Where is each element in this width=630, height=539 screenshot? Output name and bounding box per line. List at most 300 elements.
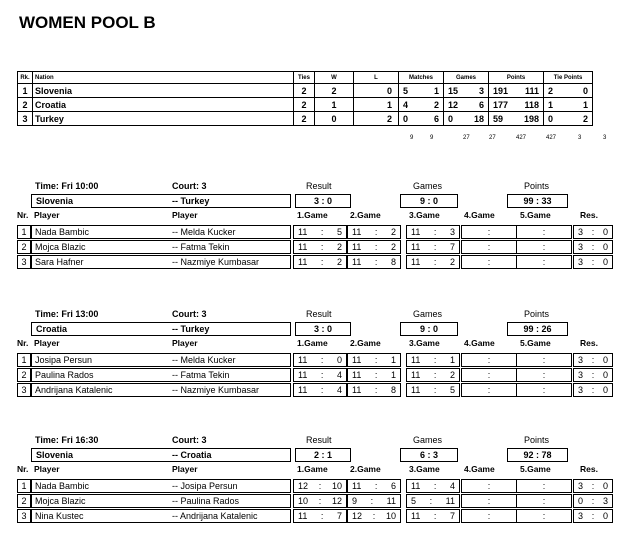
matches-cell: [399, 84, 444, 98]
games-score: 6 : 3: [400, 448, 458, 462]
standings-table: [17, 71, 593, 126]
game-score-away: 1: [449, 355, 455, 365]
game-4-score: :: [461, 368, 517, 382]
match-result: [573, 383, 613, 397]
game-score-away: 7: [449, 511, 455, 521]
column-header-player: Player: [34, 338, 60, 348]
player-pair: [31, 240, 291, 254]
match-court: Court: 3: [172, 435, 207, 445]
matches-cell: [399, 98, 444, 112]
result-sep: :: [591, 257, 595, 267]
result-home: 3: [578, 242, 584, 252]
game-score-sep: :: [433, 511, 437, 521]
game-score-home: 11: [352, 227, 362, 237]
game-score-home: 11: [352, 370, 362, 380]
result-sep: :: [591, 385, 595, 395]
games-cell-for: 15: [448, 85, 459, 96]
games-cell-for: 12: [448, 99, 459, 110]
game-score-home: 11: [411, 355, 421, 365]
tie-points-cell-against: 0: [582, 85, 588, 96]
game-score-sep: :: [433, 355, 437, 365]
header-matches: Matches: [399, 72, 444, 84]
game-score-home: 5: [411, 496, 417, 506]
row-number: 2: [17, 494, 31, 508]
column-header-res: Res.: [580, 210, 598, 220]
game-score: [347, 368, 401, 382]
player1-name: Paulina Rados: [35, 370, 94, 380]
result-away: 0: [602, 370, 608, 380]
game-score: [347, 479, 401, 493]
game-score: [406, 509, 460, 523]
game-score: [293, 494, 347, 508]
game-score-away: 2: [449, 257, 455, 267]
game-5-score: :: [516, 368, 572, 382]
table-row: [17, 368, 612, 380]
column-header-g4: 4.Game: [464, 464, 495, 474]
game-score-home: 11: [411, 370, 421, 380]
game-4-score: :: [461, 479, 517, 493]
match-time: Time: Fri 13:00: [35, 309, 99, 319]
match-result: [573, 225, 613, 239]
game-score-sep: :: [370, 496, 374, 506]
result-home: 3: [578, 511, 584, 521]
points-cell: [489, 84, 544, 98]
game-score: [347, 353, 401, 367]
total-value: 27: [463, 135, 470, 141]
game-score-sep: :: [318, 496, 322, 506]
game-score-sep: :: [374, 481, 378, 491]
game-score-sep: :: [320, 257, 324, 267]
game-score: [293, 225, 347, 239]
team2-name: -- Croatia: [172, 450, 212, 460]
game-score-sep: :: [320, 242, 324, 252]
column-header-res: Res.: [580, 338, 598, 348]
player1-name: Josipa Persun: [35, 355, 93, 365]
game-5-score: :: [516, 383, 572, 397]
player2-name: -- Andrijana Katalenic: [172, 511, 258, 521]
player-pair: [31, 383, 291, 397]
game-score: [293, 479, 347, 493]
game-score-away: 1: [390, 355, 396, 365]
games-score: 9 : 0: [400, 194, 458, 208]
games-label: Games: [413, 309, 443, 319]
match-time: Time: Fri 16:30: [35, 435, 99, 445]
result-score: 2 : 1: [295, 448, 351, 462]
game-score-away: 3: [449, 227, 455, 237]
games-label: Games: [413, 435, 443, 445]
game-score-home: 11: [298, 355, 308, 365]
result-sep: :: [591, 481, 595, 491]
game-score: [293, 509, 347, 523]
rank-cell: 1: [18, 84, 33, 98]
game-score-sep: :: [433, 370, 437, 380]
game-score-away: 7: [449, 242, 455, 252]
game-score: [406, 240, 460, 254]
game-score-home: 11: [352, 385, 362, 395]
games-cell-against: 18: [473, 113, 484, 124]
game-score-away: 5: [449, 385, 455, 395]
game-score-home: 11: [411, 511, 421, 521]
column-header-g1: 1.Game: [297, 210, 328, 220]
game-score: [406, 479, 460, 493]
result-home: 3: [578, 370, 584, 380]
game-score: [347, 494, 401, 508]
player-pair: [31, 368, 291, 382]
game-score-away: 11: [445, 496, 455, 506]
player2-name: -- Fatma Tekin: [172, 370, 230, 380]
matches-cell-for: 4: [403, 99, 409, 110]
table-row: [17, 240, 612, 252]
header-wins: W: [315, 72, 354, 84]
row-number: 3: [17, 383, 31, 397]
game-score-away: 4: [336, 370, 342, 380]
table-row: [17, 255, 612, 267]
game-score-home: 11: [352, 355, 362, 365]
game-5-score: :: [516, 494, 572, 508]
points-cell: [489, 112, 544, 126]
column-header-g2: 2.Game: [350, 464, 381, 474]
column-header-g2: 2.Game: [350, 210, 381, 220]
match-court: Court: 3: [172, 309, 207, 319]
result-home: 3: [578, 481, 584, 491]
row-number: 1: [17, 353, 31, 367]
player1-name: Mojca Blazic: [35, 242, 86, 252]
ties-cell: 2: [294, 98, 315, 112]
matches-cell-against: 6: [433, 113, 439, 124]
column-header-g4: 4.Game: [464, 210, 495, 220]
points-cell: [489, 98, 544, 112]
game-score-home: 11: [352, 257, 362, 267]
game-score: [347, 255, 401, 269]
header-ties: Ties: [294, 72, 315, 84]
table-row: [17, 383, 612, 395]
column-header-g3: 3.Game: [409, 338, 440, 348]
standings-row: [18, 84, 593, 98]
game-score-sep: :: [433, 481, 437, 491]
game-score-sep: :: [429, 496, 433, 506]
ties-cell: 2: [294, 112, 315, 126]
tie-points-cell-for: 0: [548, 113, 554, 124]
column-header-res: Res.: [580, 464, 598, 474]
points-label: Points: [524, 309, 550, 319]
team-line: [31, 448, 291, 462]
game-score-sep: :: [433, 242, 437, 252]
losses-cell: 1: [354, 98, 399, 112]
game-score-home: 11: [411, 242, 421, 252]
games-label: Games: [413, 181, 443, 191]
match-result: [573, 368, 613, 382]
game-score-sep: :: [320, 227, 324, 237]
game-score-sep: :: [318, 481, 322, 491]
total-value: 427: [516, 135, 527, 141]
match-court: Court: 3: [172, 181, 207, 191]
games-cell-for: 0: [448, 113, 454, 124]
game-5-score: :: [516, 225, 572, 239]
game-5-score: :: [516, 353, 572, 367]
wins-cell: 0: [315, 112, 354, 126]
points-cell-against: 118: [524, 99, 539, 110]
game-score-away: 1: [390, 370, 396, 380]
team-line: [31, 194, 291, 208]
game-score-sep: :: [374, 385, 378, 395]
games-cell: [444, 84, 489, 98]
column-header-g2: 2.Game: [350, 338, 381, 348]
game-5-score: :: [516, 255, 572, 269]
table-row: [17, 494, 612, 506]
points-cell-against: 198: [523, 113, 539, 124]
game-score-away: 2: [449, 370, 455, 380]
player-pair: [31, 225, 291, 239]
match-result: [573, 494, 613, 508]
game-score-home: 11: [411, 257, 421, 267]
game-score-sep: :: [433, 257, 437, 267]
column-header-g5: 5.Game: [520, 464, 551, 474]
game-score-away: 11: [386, 496, 396, 506]
game-score-away: 7: [336, 511, 342, 521]
ties-cell: 2: [294, 84, 315, 98]
team2-name: -- Turkey: [172, 324, 210, 334]
game-score-away: 4: [336, 385, 342, 395]
tie-points-cell: [544, 112, 593, 126]
game-score: [406, 255, 460, 269]
result-away: 0: [602, 227, 608, 237]
result-away: 0: [602, 511, 608, 521]
game-score: [293, 240, 347, 254]
table-row: [17, 479, 612, 491]
game-score-home: 11: [298, 370, 308, 380]
tie-points-cell-against: 1: [582, 99, 588, 110]
row-number: 1: [17, 479, 31, 493]
game-score: [347, 240, 401, 254]
result-away: 0: [602, 481, 608, 491]
wins-cell: 1: [315, 98, 354, 112]
result-sep: :: [591, 511, 595, 521]
header-losses: L: [354, 72, 399, 84]
result-sep: :: [591, 227, 595, 237]
matches-cell: [399, 112, 444, 126]
points-label: Points: [524, 435, 550, 445]
player2-name: -- Melda Kucker: [172, 227, 236, 237]
row-number: 1: [17, 225, 31, 239]
column-header-nr: Nr.: [17, 338, 29, 348]
game-4-score: :: [461, 240, 517, 254]
column-header-player: Player: [34, 464, 60, 474]
game-score: [406, 383, 460, 397]
result-sep: :: [591, 242, 595, 252]
game-score-home: 11: [411, 385, 421, 395]
player-pair: [31, 479, 291, 493]
game-score-home: 9: [352, 496, 358, 506]
result-home: 0: [578, 496, 584, 506]
team1-name: Slovenia: [36, 196, 74, 206]
result-away: 3: [602, 496, 608, 506]
tie-points-cell: [544, 84, 593, 98]
tie-points-cell: [544, 98, 593, 112]
wins-cell: 2: [315, 84, 354, 98]
column-header-nr: Nr.: [17, 210, 29, 220]
game-4-score: :: [461, 494, 517, 508]
row-number: 2: [17, 240, 31, 254]
points-cell-for: 191: [493, 85, 509, 96]
game-5-score: :: [516, 240, 572, 254]
game-score-away: 10: [331, 481, 342, 491]
game-score-away: 10: [385, 511, 396, 521]
page-title: WOMEN POOL B: [19, 13, 156, 32]
rank-cell: 2: [18, 98, 33, 112]
game-score-away: 8: [390, 385, 396, 395]
row-number: 3: [17, 255, 31, 269]
row-number: 3: [17, 509, 31, 523]
game-score-home: 11: [298, 257, 308, 267]
matches-cell-against: 2: [433, 99, 439, 110]
column-header-g5: 5.Game: [520, 338, 551, 348]
total-value: 9: [430, 135, 434, 141]
player2-name: -- Paulina Rados: [172, 496, 240, 506]
column-header-g3: 3.Game: [409, 464, 440, 474]
result-label: Result: [306, 309, 332, 319]
result-sep: :: [591, 370, 595, 380]
game-score-home: 11: [352, 242, 362, 252]
game-5-score: :: [516, 479, 572, 493]
game-score-away: 0: [336, 355, 342, 365]
game-score-sep: :: [374, 370, 378, 380]
total-value: 3: [578, 135, 582, 141]
match-time: Time: Fri 10:00: [35, 181, 99, 191]
header-points: Points: [489, 72, 544, 84]
game-4-score: :: [461, 225, 517, 239]
player2-name: -- Melda Kucker: [172, 355, 236, 365]
game-score-home: 12: [352, 511, 363, 521]
game-score-away: 2: [390, 227, 396, 237]
result-home: 3: [578, 385, 584, 395]
game-score-sep: :: [320, 385, 324, 395]
team2-name: -- Turkey: [172, 196, 210, 206]
header-nation: Nation: [33, 72, 294, 84]
column-header-player2: Player: [172, 464, 198, 474]
game-score-sep: :: [433, 385, 437, 395]
column-header-g1: 1.Game: [297, 464, 328, 474]
game-score-sep: :: [374, 257, 378, 267]
result-home: 3: [578, 355, 584, 365]
games-score: 9 : 0: [400, 322, 458, 336]
game-score-away: 8: [390, 257, 396, 267]
game-score: [347, 225, 401, 239]
header-games: Games: [444, 72, 489, 84]
game-score-away: 4: [449, 481, 455, 491]
game-score-home: 11: [411, 227, 421, 237]
column-header-g4: 4.Game: [464, 338, 495, 348]
game-4-score: :: [461, 509, 517, 523]
result-score: 3 : 0: [295, 194, 351, 208]
column-header-nr: Nr.: [17, 464, 29, 474]
game-score: [347, 509, 401, 523]
result-away: 0: [602, 385, 608, 395]
table-row: [17, 509, 612, 521]
player-pair: [31, 494, 291, 508]
player2-name: -- Nazmiye Kumbasar: [172, 385, 260, 395]
standings-header-row: [18, 72, 593, 84]
player1-name: Sara Hafner: [35, 257, 84, 267]
match-result: [573, 255, 613, 269]
team1-name: Slovenia: [36, 450, 74, 460]
total-value: 27: [489, 135, 496, 141]
nation-cell: Croatia: [33, 98, 294, 112]
column-header-player2: Player: [172, 338, 198, 348]
result-label: Result: [306, 435, 332, 445]
total-value: 9: [410, 135, 414, 141]
game-score-sep: :: [374, 227, 378, 237]
total-value: 3: [603, 135, 607, 141]
game-score: [406, 353, 460, 367]
matches-cell-for: 5: [403, 85, 409, 96]
game-4-score: :: [461, 383, 517, 397]
game-score-away: 2: [336, 257, 342, 267]
result-away: 0: [602, 242, 608, 252]
total-value: 427: [546, 135, 557, 141]
player1-name: Mojca Blazic: [35, 496, 86, 506]
game-score-sep: :: [433, 227, 437, 237]
game-score-away: 5: [336, 227, 342, 237]
result-away: 0: [602, 257, 608, 267]
game-score-sep: :: [374, 355, 378, 365]
game-score-home: 11: [298, 385, 308, 395]
game-score-away: 6: [390, 481, 396, 491]
game-score: [347, 383, 401, 397]
game-5-score: :: [516, 509, 572, 523]
result-score: 3 : 0: [295, 322, 351, 336]
rank-cell: 3: [18, 112, 33, 126]
game-score: [293, 255, 347, 269]
points-cell-against: 111: [524, 85, 539, 96]
points-cell-for: 59: [493, 113, 504, 124]
games-cell-against: 3: [478, 85, 484, 96]
player2-name: -- Fatma Tekin: [172, 242, 230, 252]
game-4-score: :: [461, 353, 517, 367]
game-score-sep: :: [372, 511, 376, 521]
player-pair: [31, 509, 291, 523]
header-rank: Rk.: [18, 72, 33, 84]
player1-name: Nada Bambic: [35, 481, 90, 491]
tie-points-cell-for: 1: [548, 99, 554, 110]
result-sep: :: [591, 496, 595, 506]
game-score-sep: :: [320, 370, 324, 380]
player-pair: [31, 255, 291, 269]
game-score-home: 12: [298, 481, 309, 491]
match-result: [573, 353, 613, 367]
game-score: [406, 494, 460, 508]
match-result: [573, 240, 613, 254]
game-score-home: 11: [352, 481, 362, 491]
team1-name: Croatia: [36, 324, 68, 334]
game-score: [406, 368, 460, 382]
result-label: Result: [306, 181, 332, 191]
game-score-home: 10: [298, 496, 309, 506]
column-header-g5: 5.Game: [520, 210, 551, 220]
game-score-away: 12: [331, 496, 342, 506]
matches-cell-for: 0: [403, 113, 409, 124]
games-cell: [444, 98, 489, 112]
losses-cell: 2: [354, 112, 399, 126]
game-score: [293, 368, 347, 382]
player2-name: -- Josipa Persun: [172, 481, 238, 491]
points-score: 99 : 26: [507, 322, 568, 336]
standings-row: [18, 98, 593, 112]
player-pair: [31, 353, 291, 367]
game-score: [406, 225, 460, 239]
game-score-away: 2: [336, 242, 342, 252]
result-home: 3: [578, 227, 584, 237]
games-cell-against: 6: [478, 99, 484, 110]
